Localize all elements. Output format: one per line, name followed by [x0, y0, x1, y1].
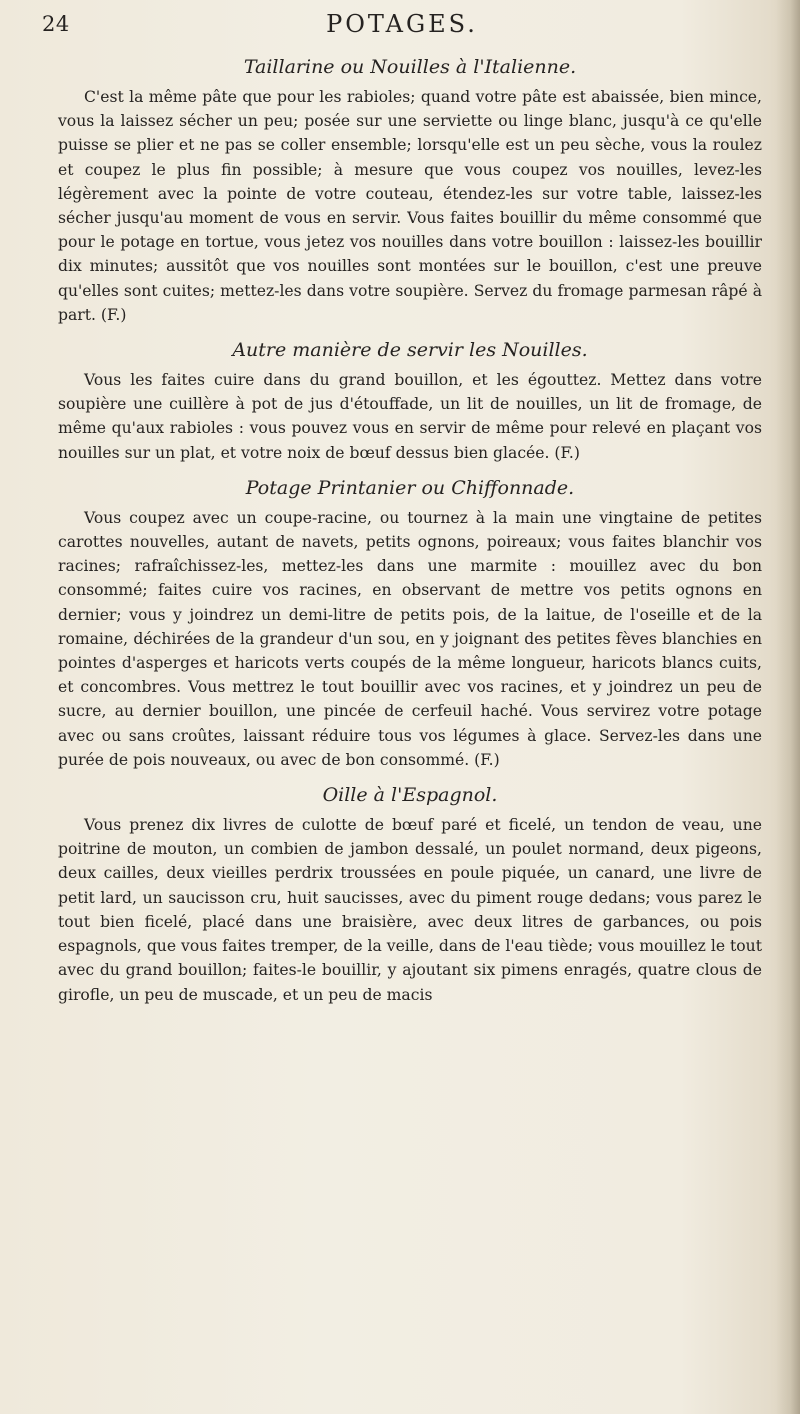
page-edge-shadow: [776, 0, 800, 1414]
page-number: 24: [42, 12, 70, 36]
section-title: Taillarine ou Nouilles à l'Italienne.: [243, 56, 577, 78]
section-paragraph: Vous prenez dix livres de culotte de bœuf paré et ficelé, un tendon de veau, une poitrine de mouton, un combien de jambon dessalé, un poulet normand, deux pigeons, deux cailles, deux vieilles perdrix troussées en poule piquée, un canard, une livre de petit lard, un saucisson cru, huit saucisses, avec du piment rouge dedans; vous parez le tout bien ficelé, placé dans une braisière, avec deux litres de garbances, ou pois espagnols, que vous faites tremper, de la veille, dans de l'eau tiède; vous mouillez le tout avec du grand bouillon; faites-le bouillir, y ajoutant six pimens enragés, quatre clous de girofle, un peu de muscade, et un peu de macis: [58, 816, 762, 1004]
section-title: Potage Printanier ou Chiffonnade.: [245, 476, 575, 499]
section-paragraph: C'est la même pâte que pour les rabioles; quand votre pâte est abaissée, bien mince, vous la laissez sécher un peu; posée sur une serviette ou linge blanc, jusqu'à ce qu'elle puisse se plier et ne pas se coller ensemble; lorsqu'elle est un peu sèche, vous la roulez et coupez le plus fin possible; à mesure que vous coupez vos nouilles, levez-les légèrement avec la pointe de votre couteau, étendez-les sur votre table, laissez-les sécher jusqu'au moment de vous en servir. Vous faites bouillir du même consommé que pour le potage en tortue, vous jetez vos nouilles dans votre bouillon : laissez-les bouillir dix minutes; aussitôt que vos nouilles sont montées sur le bouillon, c'est une preuve qu'elles sont cuites; mettez-les dans votre soupière. Servez du fromage parmesan râpé à part. (F.): [58, 88, 762, 324]
section-title: Oille à l'Espagnol.: [322, 784, 498, 807]
page-header: [42, 10, 762, 44]
section-paragraph: Vous coupez avec un coupe-racine, ou tournez à la main une vingtaine de petites carottes nouvelles, autant de navets, petits ognons, poireaux; vous faites blanchir vos racines; rafraîchissez-les, mettez-les dans une marmite : mouillez avec du bon consommé; faites cuire vos racines, en observant de mettre vos petits ognons en dernier; vous y joindrez un demi-litre de petits pois, de la laitue, de l'oseille et de la romaine, déchirées de la grandeur d'un sou, en y joignant des petites fèves blanchies en pointes d'asperges et haricots verts coupés de la même longueur, haricots blancs cuits, et concombres. Vous mettrez le tout bouillir avec vos racines, et y joindrez un peu de sucre, au dernier bouillon, une pincée de cerfeuil haché. Vous servirez votre potage avec ou sans croûtes, laissant réduire tous vos légumes à glace. Servez-les dans une purée de pois nouveaux, ou avec de bon consommé. (F.): [58, 508, 762, 769]
section-title: Autre manière de servir les Nouilles.: [232, 339, 588, 362]
section-paragraph: Vous les faites cuire dans du grand bouillon, et les égouttez. Mettez dans votre soupière une cuillère à pot de jus d'étouffade, un lit de nouilles, un lit de fromage, de même qu'aux rabioles : vous pouvez vous en servir de même pour relevé en plaçant vos nouilles sur un plat, et votre noix de bœuf dessus bien glacée. (F.): [58, 371, 762, 462]
page-content: [58, 54, 762, 1020]
running-title: POTAGES.: [326, 10, 478, 38]
